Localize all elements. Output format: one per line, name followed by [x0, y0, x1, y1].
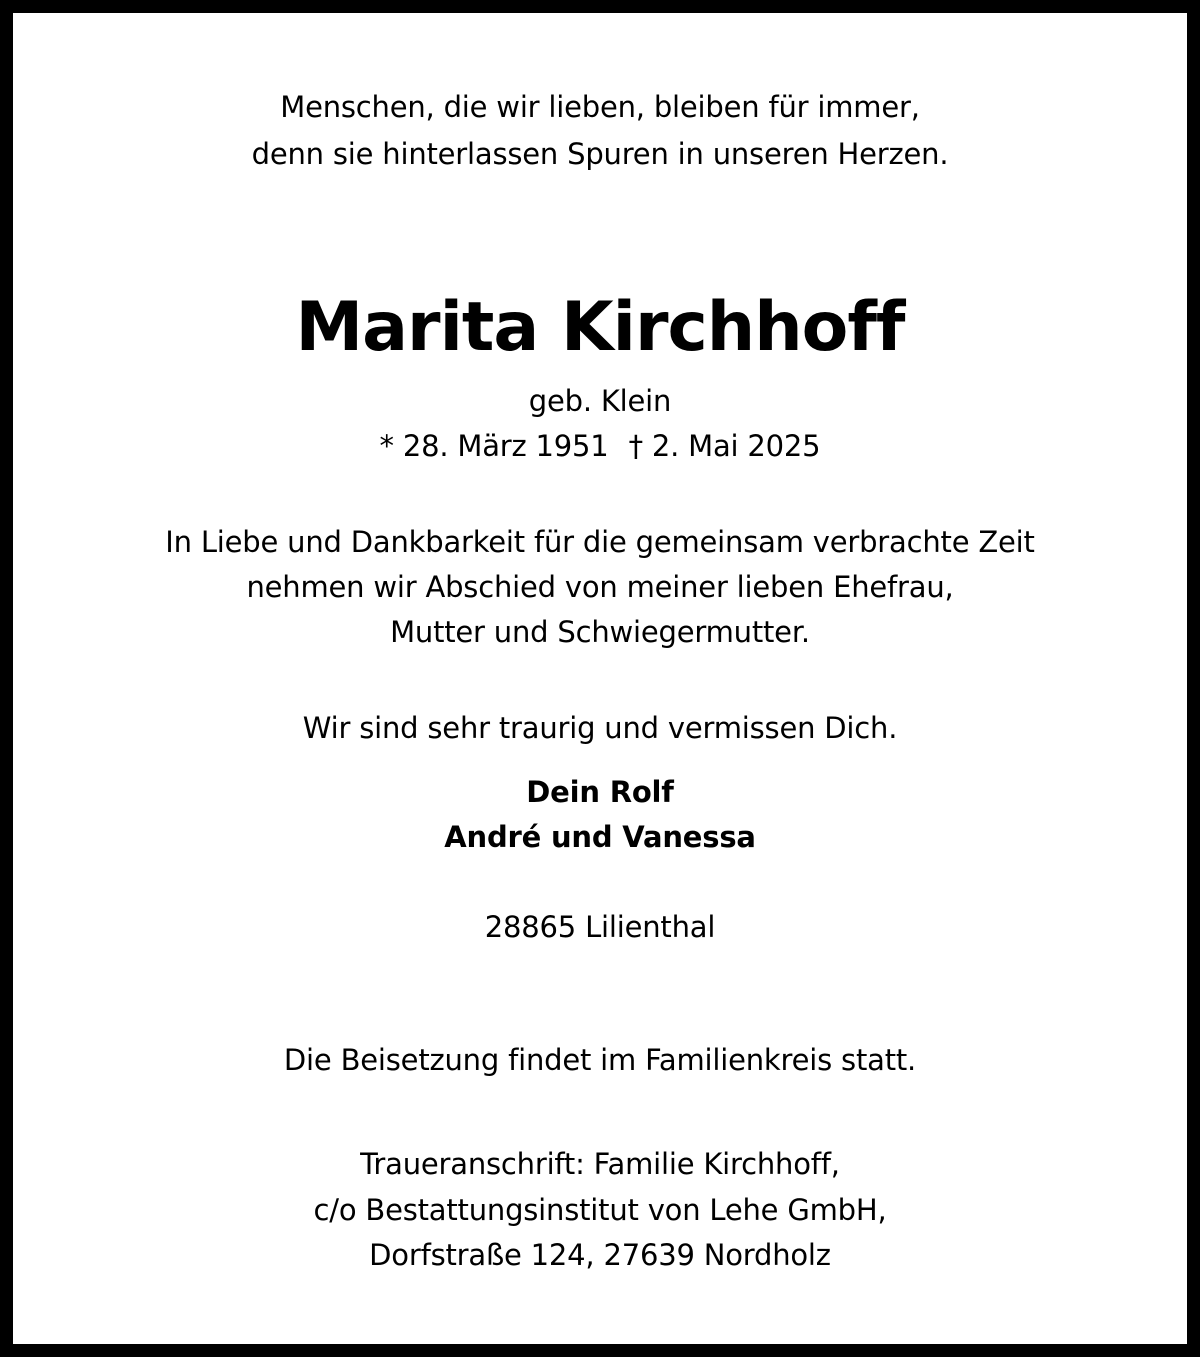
farewell-line-3: Mutter und Schwiegermutter. — [390, 615, 810, 649]
farewell-line-2: nehmen wir Abschied von meiner lieben Ehefrau, — [246, 570, 954, 604]
funeral-note: Die Beisetzung findet im Familienkreis statt. — [283, 1043, 917, 1077]
birth-name: geb. Klein — [528, 384, 672, 418]
address-line-1: Traueranschrift: Familie Kirchhoff, — [360, 1147, 840, 1181]
address-line-3: Dorfstraße 124, 27639 Nordholz — [369, 1238, 831, 1272]
farewell-line-1: In Liebe und Dankbarkeit für die gemeinsam verbrachte Zeit — [165, 525, 1035, 559]
motto-line-2: denn sie hinterlassen Spuren in unseren Herzen. — [251, 137, 949, 171]
life-dates — [0, 428, 1200, 464]
mourner-line-1: Dein Rolf — [526, 775, 674, 809]
address-line-2: c/o Bestattungsinstitut von Lehe GmbH, — [313, 1193, 887, 1227]
mourner-line-2: André und Vanessa — [444, 820, 756, 854]
birth-date: * 28. März 1951 — [379, 429, 609, 463]
death-date: † 2. Mai 2025 — [628, 429, 821, 463]
motto-line-1: Menschen, die wir lieben, bleiben für immer, — [280, 90, 920, 124]
location: 28865 Lilienthal — [484, 910, 716, 944]
sorrow-line: Wir sind sehr traurig und vermissen Dich. — [302, 711, 898, 745]
deceased-name: Marita Kirchhoff — [295, 288, 905, 367]
